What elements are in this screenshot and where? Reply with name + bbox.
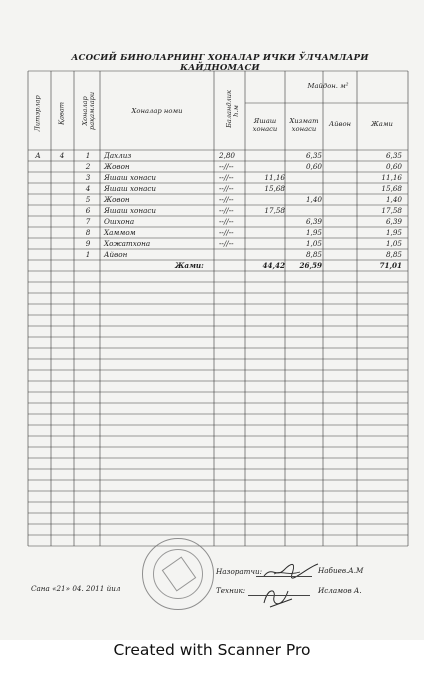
cell-total: 1,95: [385, 228, 402, 237]
cell-living: [243, 249, 285, 260]
cell-number: 1: [85, 151, 91, 160]
cell-literal: [31, 161, 45, 172]
cell-room-name: Хаммом: [104, 228, 136, 237]
cell-height: --//--: [219, 239, 234, 248]
header-living-text: Яшаш хонаси: [252, 117, 278, 133]
cell-service: 6,39: [305, 217, 322, 226]
table-row: [0, 216, 424, 227]
cell-room-name: Яшаш хонаси: [104, 173, 157, 182]
cell-living: 17,58: [264, 206, 285, 215]
cell-floor: [55, 249, 69, 260]
cell-floor: [55, 183, 69, 194]
header-height-text: Баландлик h.м: [225, 90, 240, 128]
header-service-text: Хизмат хонаси: [289, 117, 319, 133]
cell-room-name: Айвон: [104, 250, 128, 259]
signature-inspector: [262, 560, 322, 582]
totals-service: 26,59: [299, 261, 322, 270]
header-balcony: Айвон: [328, 120, 352, 128]
cell-service: 1,40: [305, 195, 322, 204]
cell-number: 3: [85, 173, 91, 182]
header-service: [285, 118, 323, 134]
cell-floor: [55, 194, 69, 205]
cell-literal: [31, 205, 45, 216]
cell-living: [243, 194, 285, 205]
cell-room-name: Жовон: [104, 162, 130, 171]
cell-service: 1,05: [305, 239, 322, 248]
cell-literal: [31, 172, 45, 183]
cell-service: [285, 183, 322, 194]
table-row: [0, 161, 424, 172]
stamp-emblem: [162, 556, 197, 591]
cell-living: 15,68: [264, 184, 285, 193]
cell-number: 1: [85, 250, 91, 259]
cell-living: 11,16: [264, 173, 285, 182]
cell-floor: [55, 205, 69, 216]
totals-row: [0, 260, 424, 271]
cell-floor: [55, 227, 69, 238]
table-row: [0, 150, 424, 161]
document-title: АСОСИЙ БИНОЛАРНИНГ ХОНАЛАР ИЧКИ ЎЛЧАМЛАРИ КАЙДНОМАСИ: [71, 53, 369, 73]
totals-label: Жами:: [175, 261, 204, 270]
cell-height: --//--: [219, 206, 234, 215]
cell-number: 2: [85, 162, 91, 171]
cell-literal: [31, 249, 45, 260]
cell-number: 5: [85, 195, 91, 204]
cell-total: 6,39: [385, 217, 402, 226]
cell-floor: [55, 238, 69, 249]
table-row: [0, 227, 424, 238]
header-total: Жами: [371, 120, 393, 128]
cell-service: 0,60: [305, 162, 322, 171]
cell-service: [285, 205, 322, 216]
cell-room-name: Дахлиз: [104, 151, 132, 160]
cell-total: 15,68: [381, 184, 402, 193]
app-watermark-caption: Created with Scanner Pro: [113, 641, 311, 659]
table-row: [0, 205, 424, 216]
cell-service: 8,85: [305, 250, 322, 259]
cell-total: 8,85: [385, 250, 402, 259]
official-stamp: [142, 538, 214, 610]
cell-literal: [31, 183, 45, 194]
totals-living: 44,42: [262, 261, 285, 270]
technician-name: Исламов А.: [318, 586, 362, 595]
cell-living: [243, 227, 285, 238]
totals-total: 71,01: [379, 261, 402, 270]
cell-room-name: Жовон: [104, 195, 130, 204]
cell-number: 7: [85, 217, 91, 226]
cell-floor: 4: [59, 151, 65, 160]
cell-height: --//--: [219, 173, 234, 182]
cell-living: [243, 216, 285, 227]
cell-room-name: Хожатхона: [104, 239, 151, 248]
header-literal: Литэрлар: [33, 95, 42, 132]
cell-literal: [31, 227, 45, 238]
cell-service: [285, 172, 322, 183]
cell-total: 11,16: [381, 173, 402, 182]
header-room-name: Хоналар номи: [131, 107, 183, 115]
table-row: [0, 183, 424, 194]
cell-room-name: Ошхона: [104, 217, 135, 226]
cell-service: 6,35: [305, 151, 322, 160]
cell-height: --//--: [219, 217, 234, 226]
cell-total: 17,58: [381, 206, 402, 215]
cell-number: 9: [85, 239, 91, 248]
cell-service: 1,95: [305, 228, 322, 237]
technician-label: Техник:: [216, 586, 246, 595]
cell-floor: [55, 216, 69, 227]
cell-number: 6: [85, 206, 91, 215]
cell-number: 4: [85, 184, 91, 193]
cell-room-name: Яшаш хонаси: [104, 184, 157, 193]
table-row: [0, 238, 424, 249]
cell-number: 8: [85, 228, 91, 237]
cell-total: 6,35: [385, 151, 402, 160]
header-living: [245, 118, 285, 134]
header-room-numbers-text: Хоналар рақамлари: [81, 91, 96, 130]
table-row: [0, 194, 424, 205]
inspector-name: Набиев.А.М: [318, 566, 364, 575]
header-floor: Қават: [57, 101, 66, 125]
cell-height: --//--: [219, 184, 234, 193]
cell-floor: [55, 172, 69, 183]
cell-floor: [55, 161, 69, 172]
cell-living: [243, 238, 285, 249]
technician-signature-line: [248, 595, 310, 596]
cell-total: 0,60: [385, 162, 402, 171]
table-row: [0, 249, 424, 260]
cell-room-name: Яшаш хонаси: [104, 206, 157, 215]
header-area-group: Майдон. м²: [307, 82, 349, 90]
inspector-label: Назоратчи:: [216, 567, 263, 576]
document-date: Сана «21» 04. 2011 йил: [31, 584, 121, 593]
table-row: [0, 172, 424, 183]
cell-living: [243, 150, 285, 161]
inspector-signature-line: [256, 576, 312, 577]
cell-height: 2,80: [219, 151, 236, 160]
cell-total: 1,40: [385, 195, 402, 204]
cell-total: 1,05: [385, 239, 402, 248]
signature-technician: [258, 583, 298, 611]
cell-literal: А: [35, 151, 41, 160]
cell-height: --//--: [219, 162, 234, 171]
cell-living: [243, 161, 285, 172]
header-height: [226, 84, 240, 138]
cell-height: --//--: [219, 228, 234, 237]
header-room-numbers: [82, 84, 96, 138]
cell-literal: [31, 194, 45, 205]
cell-literal: [31, 238, 45, 249]
cell-height: --//--: [219, 195, 234, 204]
cell-literal: [31, 216, 45, 227]
